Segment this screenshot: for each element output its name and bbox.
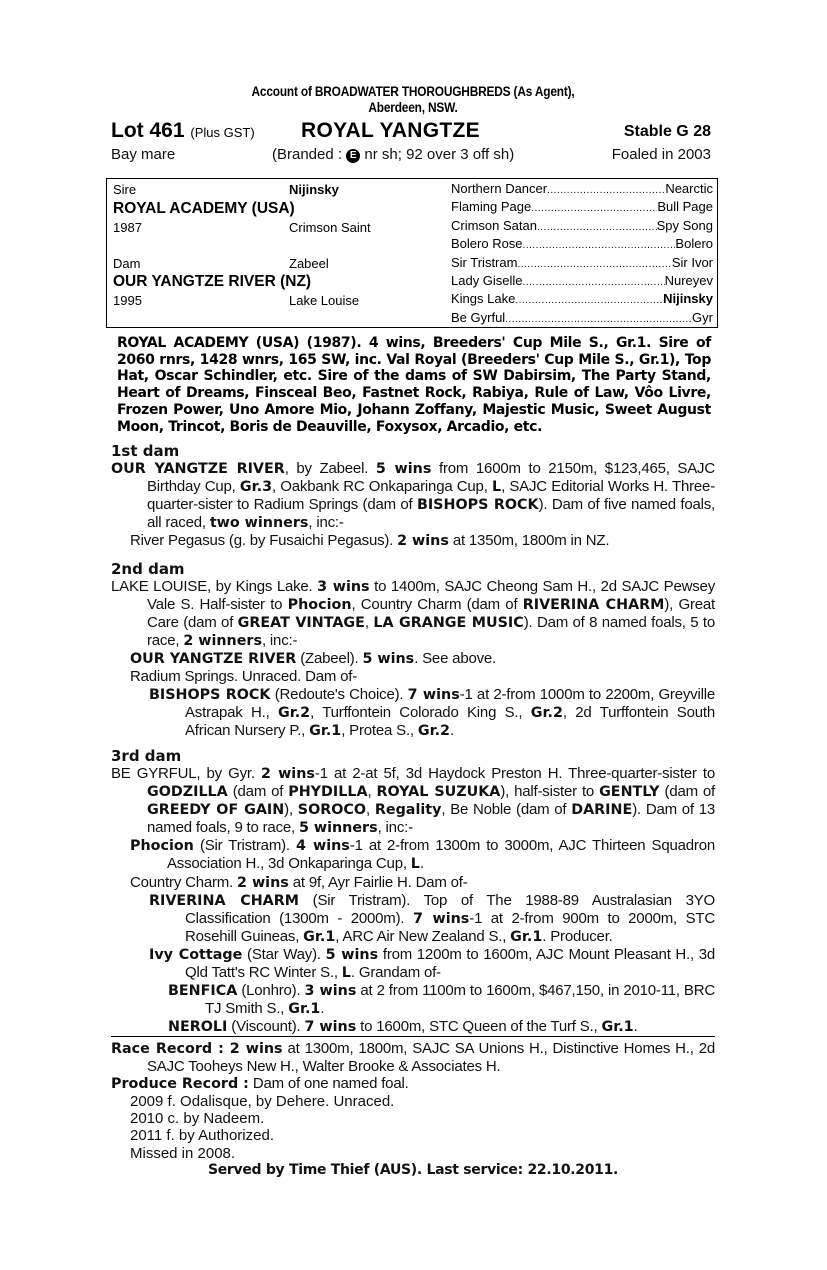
bold-text: 2 wins [397,533,449,550]
text-run: ), [284,801,298,819]
ancestor-row [451,254,713,272]
pedigree-entry [111,837,715,873]
pedigree-entry [111,892,715,946]
sire-name: ROYAL ACADEMY (USA) [113,200,295,217]
text-run: from 1200m to 1600m, AJC Mount Pleasant H., 3d Qld Tatt's RC Winter S., [185,945,715,982]
section-1st-dam [111,443,715,550]
text-run: . [320,1000,325,1018]
text-run: , Country Charm (dam of [351,596,523,614]
ancestor-row [451,309,713,327]
bold-text: Ivy Cottage [149,946,243,963]
bold-text: 3 wins [304,983,357,1000]
bold-text: Gr.3 [239,479,273,496]
text-run: (dam of [659,783,716,801]
bold-text: LA GRANGE MUSIC [373,615,524,632]
ancestor-row [451,290,713,308]
text-run: to 1600m, STC Queen of the Turf S., [356,1018,602,1036]
sire-dam: Crimson Saint [289,220,371,235]
leader-dots [523,235,676,253]
ancestor-row [451,217,713,235]
text-run: , Be Noble (dam of [441,801,572,819]
bold-text: Gr.1 [309,722,342,739]
leader-dots [531,198,657,216]
bold-text: OUR YANGTZE RIVER [130,651,297,668]
ancestor-name: Crimson Satan [451,217,537,233]
text-run: , by Zabeel. [284,460,376,477]
text-run: -1 at 2-from 1300m to 3000m, AJC Thirteen Squadron Association H., 3d Onkaparinga Cup, [167,837,715,873]
dam-name: OUR YANGTZE RIVER (NZ) [113,273,312,290]
section-title: 3rd dam [111,747,182,765]
lot-label: Lot 461 [111,119,185,142]
text-run: . Grandam of- [350,964,441,982]
pedigree-entry [111,460,715,532]
ancestor-sire: Gyr [692,309,713,325]
ancestor-name: Flaming Page [451,199,532,215]
bold-text: 5 winners [298,820,378,837]
leader-dots [547,180,665,198]
sire-sire: Nijinsky [289,182,339,197]
bold-text: Phocion [287,597,352,614]
service-note: Served by Time Thief (AUS). Last service: 22.10.2011. [207,1161,619,1178]
pedigree-table [106,178,718,328]
dam-dam: Lake Louise [289,293,360,308]
text-run: (Sir Tristram). [193,837,296,855]
bold-text: 2 wins [237,874,289,891]
catalogue-header [111,84,715,166]
text-run: River Pegasus (g. by Fusaichi Pegasus). [130,532,398,550]
text-run: ). Dam of five named foals, all raced, [147,496,715,532]
pedigree-entry [111,946,715,982]
lot-number [111,118,255,146]
produce-entry: 2010 c. by Nadeem. [130,1110,265,1128]
text-run: (dam of [227,783,289,801]
text-run: Radium Springs. Unraced. Dam of- [130,668,358,686]
pedigree-entry [111,650,715,668]
bold-text: Regality [374,802,442,819]
text-run: . [419,855,424,873]
horse-name: ROYAL YANGTZE [301,119,480,142]
vendor-line-1: Account of BROADWATER THOROUGHBREDS (As Agent), [251,84,575,99]
foaled-year: Foaled in 2003 [611,146,711,163]
bold-text: GENTLY [599,784,660,801]
text-run: to 1400m, SAJC Cheong Sam H., 2d SAJC Pewsey Vale S. Half-sister to [147,578,715,614]
text-run: , inc:- [377,819,413,837]
section-3rd-dam [111,748,715,1036]
bold-text: BISHOPS ROCK [149,686,271,703]
vendor-line-2: Aberdeen, NSW. [368,100,458,115]
dam-label: Dam [113,256,141,271]
bold-text: 7 wins [412,910,470,927]
bold-text: Race Record : 2 wins [111,1041,283,1057]
bold-text: PHYDILLA [288,784,368,801]
ancestor-name: Kings Lake [451,291,516,307]
bold-text: RIVERINA CHARM [149,892,299,909]
dam-sire: Zabeel [289,256,329,271]
text-run: ), half-sister to [500,783,600,801]
text-run: , Protea S., [341,721,418,739]
pedigree-entry [111,686,715,740]
ancestor-sire: Spy Song [656,217,713,233]
bold-text: two winners [209,515,309,532]
records-section [111,1040,715,1179]
bold-text: DARINE [571,802,633,819]
text-run: ). Dam of 8 named foals, 5 to race, [147,614,715,650]
sire-label: Sire [113,182,137,197]
bold-text: L [491,479,502,496]
text-run: (Lonhro). [237,982,305,1000]
bold-text: L [341,965,351,982]
text-run: ), Great Care (dam of [147,596,716,632]
text-run: -1 at 2-from 900m to 2000m, STC Rosehill Guineas, [185,909,715,945]
text-run: (Viscount). [227,1018,305,1036]
leader-dots [515,290,663,308]
bold-text: BISHOPS ROCK [416,497,539,514]
bold-text: Phocion [130,838,194,855]
ancestor-list [451,180,713,327]
bold-text: 7 wins [407,686,460,703]
dam-year: 1995 [113,293,142,308]
ancestor-row [451,235,713,253]
pedigree-entry [111,668,715,685]
ancestor-row [451,180,713,198]
text-run: , ARC Air New Zealand S., [335,927,511,945]
lot-note: (Plus GST) [190,125,255,140]
text-run: Country Charm. [130,873,238,891]
text-run: at 1300m, 1800m, SAJC SA Unions H., Distinctive Homes H., 2d SAJC Tooheys New H., Walter Brooke & Associates H. [147,1040,715,1076]
text-run: (Star Way). [242,945,326,963]
leader-dots [517,254,671,272]
pedigree-entry [111,982,715,1018]
pedigree-entry [111,874,715,892]
brand-description [272,144,514,166]
bold-text: Gr.1 [303,928,336,945]
ancestor-row [451,272,713,290]
section-title: 1st dam [111,442,180,460]
text-run: , SAJC Editorial Works H. Three-quarter-sister to Radium Springs (dam of [147,478,715,514]
produce-entry: Missed in 2008. [130,1144,236,1162]
bold-text: GODZILLA [147,784,228,801]
text-run: . [450,721,454,739]
pedigree-entry [111,1018,715,1036]
ancestor-sire: Nijinsky [663,291,713,307]
text-run: ). Dam of 13 named foals, 9 to race, [147,801,715,837]
produce-entry: 2011 f. by Authorized. [130,1127,274,1145]
text-run: (Redoute's Choice). [270,685,408,703]
text-run: Dam of one named foal. [248,1075,409,1093]
bold-text: GREAT VINTAGE [237,615,365,632]
text-run: (Zabeel). [296,650,363,668]
bold-text: 2 wins [260,766,315,782]
text-run: , [367,783,377,801]
bold-text: BENFICA [168,983,238,1000]
bold-text: RIVERINA CHARM [522,597,665,614]
produce-entry: 2009 f. Odalisque, by Dehere. Unraced. [130,1093,395,1111]
text-run: , inc:- [261,632,298,650]
bold-text: 5 wins [375,461,432,477]
sire-year: 1987 [113,220,142,235]
description-row [111,144,715,166]
text-run: LAKE LOUISE, by Kings Lake. [111,578,318,595]
sex-color: Bay mare [111,146,176,163]
bold-text: Gr.1 [601,1019,634,1036]
title-row [111,118,715,144]
ancestor-sire: Bolero [675,236,713,252]
ancestor-row [451,198,713,216]
pedigree-entry [111,532,715,550]
brand-mark-icon: E [346,149,360,163]
text-run: . See above. [414,650,497,668]
sire-summary: ROYAL ACADEMY (USA) (1987). 4 wins, Breeders' Cup Mile S., Gr.1. Sire of 2060 rnrs, 1428 wnrs, 165 SW, inc. Val Royal (Breeders' Cup Mile S., Gr.1), Top Hat, Oscar Schindler, etc. Sire of the dams of SW Dabirsim, The Party Stand, Heart of Dreams, Finsceal Beo, Fastnet Rock, Rabiya, Rule of Law, Vôo Livre, Frozen Power, Uno Amore Mio, Johann Zoffany, Majestic Music, Sweet August Moon, Trincot, Boris de Deauville, Foxysox, Arcadio, etc. [117,335,711,435]
ancestor-name: Northern Dancer [451,181,548,196]
bold-text: Gr.2 [530,704,563,721]
ancestor-sire: Sir Ivor [671,254,713,270]
leader-dots [537,217,657,235]
text-run: -1 at 2-at 5f, 3d Haydock Preston H. Three-quarter-sister to [314,765,715,782]
ancestor-sire: Nureyev [664,272,713,288]
bold-text: 2 winners [183,633,262,650]
brand-suffix: nr sh; 92 over 3 off sh) [360,146,515,163]
text-run: , [364,614,374,632]
text-run: , [366,801,375,819]
bold-text: ROYAL SUZUKA [376,784,501,801]
leader-dots [505,309,692,327]
ancestor-name: Sir Tristram [451,254,518,270]
text-run: . [633,1018,638,1036]
text-run: , Oakbank RC Onkaparinga Cup, [272,478,492,496]
section-title: 2nd dam [111,560,185,578]
pedigree-entry [111,765,715,837]
produce-record [111,1075,715,1093]
bold-text: OUR YANGTZE RIVER [111,461,285,477]
bold-text: Produce Record : [111,1076,249,1093]
text-run: at 1350m, 1800m in NZ. [448,532,610,550]
bold-text: 4 wins [295,838,350,855]
bold-text: Gr.2 [417,722,450,739]
divider [111,1036,715,1037]
brand-prefix: (Branded : [272,146,347,163]
text-run: , inc:- [308,514,344,532]
text-run: , Turffontein Colorado King S., [310,703,531,721]
text-run: at 2 from 1100m to 1600m, $467,150, in 2010-11, BRC TJ Smith S., [205,982,715,1018]
ancestor-sire: Bull Page [657,199,713,215]
bold-text: 7 wins [304,1019,357,1036]
stable-location: Stable G 28 [623,123,711,140]
bold-text: NEROLI [168,1019,228,1036]
bold-text: GREEDY OF GAIN [147,802,285,819]
bold-text: L [410,856,420,873]
ancestor-sire: Nearctic [665,181,713,196]
bold-text: SOROCO [297,802,367,819]
leader-dots [523,272,665,290]
ancestor-name: Be Gyrful [451,309,506,325]
bold-text: Gr.2 [277,704,311,721]
bold-text: Gr.1 [288,1001,321,1018]
text-run: (Sir Tristram). Top of The 1988-89 Australasian 3YO Classification (1300m - 2000m). [185,891,715,927]
pedigree-entry [111,578,715,650]
text-run: at 9f, Ayr Fairlie H. Dam of- [288,873,468,891]
produce-entries [111,1093,715,1161]
text-run: . Producer. [542,927,613,945]
bold-text: Gr.1 [510,928,543,945]
text-run: -1 at 2-from 1000m to 2200m, Greyville Astrapak H., [185,685,715,721]
ancestor-name: Lady Giselle [451,272,523,288]
bold-text: 5 wins [362,651,415,668]
text-run: , 2d Turffontein South African Nursery P., [185,703,715,739]
text-run: from 1600m to 2150m, $123,465, SAJC Birthday Cup, [147,460,715,496]
race-record [111,1040,715,1075]
ancestor-name: Bolero Rose [451,236,523,252]
text-run: BE GYRFUL, by Gyr. [111,765,261,782]
section-2nd-dam [111,561,715,740]
bold-text: 3 wins [317,579,370,595]
bold-text: 5 wins [325,946,379,963]
